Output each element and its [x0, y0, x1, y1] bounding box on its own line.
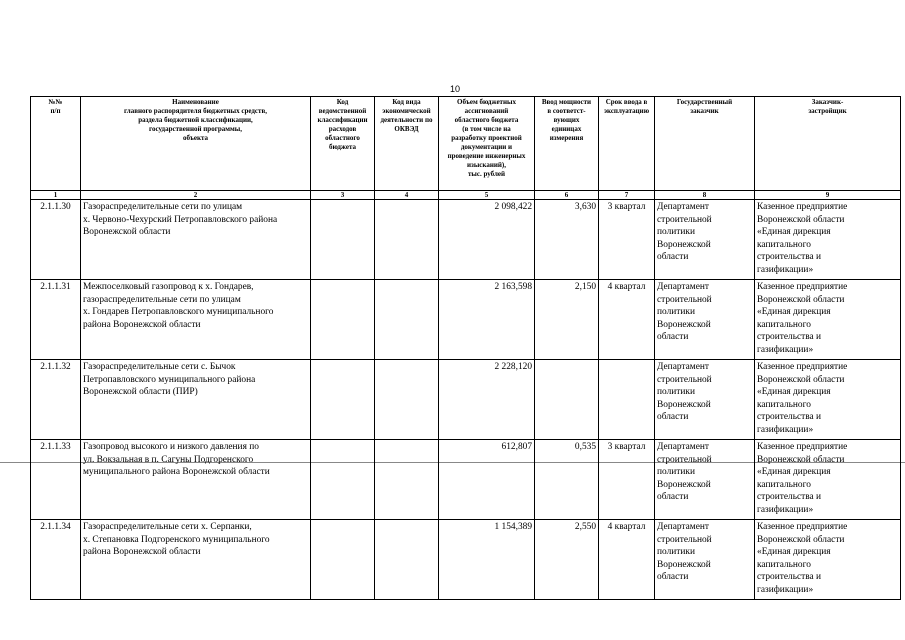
commission-term: 3 квартал	[599, 440, 655, 520]
capacity-value: 3,630	[535, 200, 599, 280]
object-name: Газораспределительные сети по улицам х. Червоно-Чехурский Петропавловского района Воронежской области	[81, 200, 311, 280]
capacity-value	[535, 360, 599, 440]
column-number: 1	[31, 191, 81, 200]
column-number: 7	[599, 191, 655, 200]
header-cell: Срок ввода в эксплуатацию	[599, 97, 655, 191]
state-customer: Департамент строительной политики Воронежской области	[655, 520, 755, 600]
developer: Казенное предприятие Воронежской области «Единая дирекция капитального строительства и газификации»	[755, 520, 901, 600]
budget-amount: 612,807	[439, 440, 535, 520]
state-customer: Департамент строительной политики Воронежской области	[655, 440, 755, 520]
developer: Казенное предприятие Воронежской области «Единая дирекция капитального строительства и газификации»	[755, 200, 901, 280]
commission-term: 4 квартал	[599, 520, 655, 600]
okved-code	[375, 520, 439, 600]
budget-amount: 2 228,120	[439, 360, 535, 440]
row-code: 2.1.1.31	[31, 280, 81, 360]
okved-code	[375, 360, 439, 440]
column-number: 6	[535, 191, 599, 200]
header-cell: Код вида экономической деятельности по ОКВЭД	[375, 97, 439, 191]
row-code: 2.1.1.30	[31, 200, 81, 280]
vedomst-code	[311, 440, 375, 520]
budget-amount: 1 154,389	[439, 520, 535, 600]
developer: Казенное предприятие Воронежской области «Единая дирекция капитального строительства и газификации»	[755, 280, 901, 360]
row-code: 2.1.1.32	[31, 360, 81, 440]
commission-term: 3 квартал	[599, 200, 655, 280]
header-row	[31, 97, 901, 191]
okved-code	[375, 200, 439, 280]
commission-term: 4 квартал	[599, 280, 655, 360]
row-code: 2.1.1.34	[31, 520, 81, 600]
header-cell: Объем бюджетных ассигнований областного бюджета (в том числе на разработку проектной документации и проведение инженерных изысканий), тыс. рублей	[439, 97, 535, 191]
header-cell: Наименование главного распорядителя бюджетных средств, раздела бюджетной классификации, государственной программы, объекта	[81, 97, 311, 191]
header-cell: №№ п/п	[31, 97, 81, 191]
column-number: 9	[755, 191, 901, 200]
developer: Казенное предприятие Воронежской области «Единая дирекция капитального строительства и газификации»	[755, 440, 901, 520]
object-name: Газопровод высокого и низкого давления по ул. Вокзальная в п. Сагуны Подгоренского муниципального района Воронежской области	[81, 440, 311, 520]
capacity-value: 0,535	[535, 440, 599, 520]
okved-code	[375, 280, 439, 360]
header-cell: Ввод мощности в соответст- вующих единицах измерения	[535, 97, 599, 191]
object-name: Межпоселковый газопровод к х. Гондарев, газораспределительные сети по улицам х. Гондарев Петропавловского муниципального района Воронежской области	[81, 280, 311, 360]
column-number-row	[31, 191, 901, 200]
object-name: Газораспределительные сети х. Серпанки, х. Степановка Подгоренского муниципального района Воронежской области	[81, 520, 311, 600]
column-number: 4	[375, 191, 439, 200]
okved-code	[375, 440, 439, 520]
vedomst-code	[311, 520, 375, 600]
table-row	[31, 360, 901, 440]
budget-amount: 2 098,422	[439, 200, 535, 280]
budget-amount: 2 163,598	[439, 280, 535, 360]
state-customer: Департамент строительной политики Воронежской области	[655, 200, 755, 280]
state-customer: Департамент строительной политики Воронежской области	[655, 280, 755, 360]
column-number: 3	[311, 191, 375, 200]
vedomst-code	[311, 360, 375, 440]
column-number: 2	[81, 191, 311, 200]
header-cell: Заказчик- застройщик	[755, 97, 901, 191]
object-name: Газораспределительные сети с. Бычок Петропавловского муниципального района Воронежской области (ПИР)	[81, 360, 311, 440]
table-row	[31, 520, 901, 600]
header-cell: Государственный заказчик	[655, 97, 755, 191]
state-customer: Департамент строительной политики Воронежской области	[655, 360, 755, 440]
investment-objects-table	[30, 96, 901, 600]
table-row	[31, 440, 901, 520]
row-code: 2.1.1.33	[31, 440, 81, 520]
column-number: 5	[439, 191, 535, 200]
commission-term	[599, 360, 655, 440]
table-row	[31, 280, 901, 360]
vedomst-code	[311, 200, 375, 280]
header-cell: Код ведомственной классификации расходов областного бюджета	[311, 97, 375, 191]
vedomst-code	[311, 280, 375, 360]
capacity-value: 2,550	[535, 520, 599, 600]
column-number: 8	[655, 191, 755, 200]
capacity-value: 2,150	[535, 280, 599, 360]
table-row	[31, 200, 901, 280]
page-number: 10	[449, 84, 460, 94]
developer: Казенное предприятие Воронежской области «Единая дирекция капитального строительства и газификации»	[755, 360, 901, 440]
